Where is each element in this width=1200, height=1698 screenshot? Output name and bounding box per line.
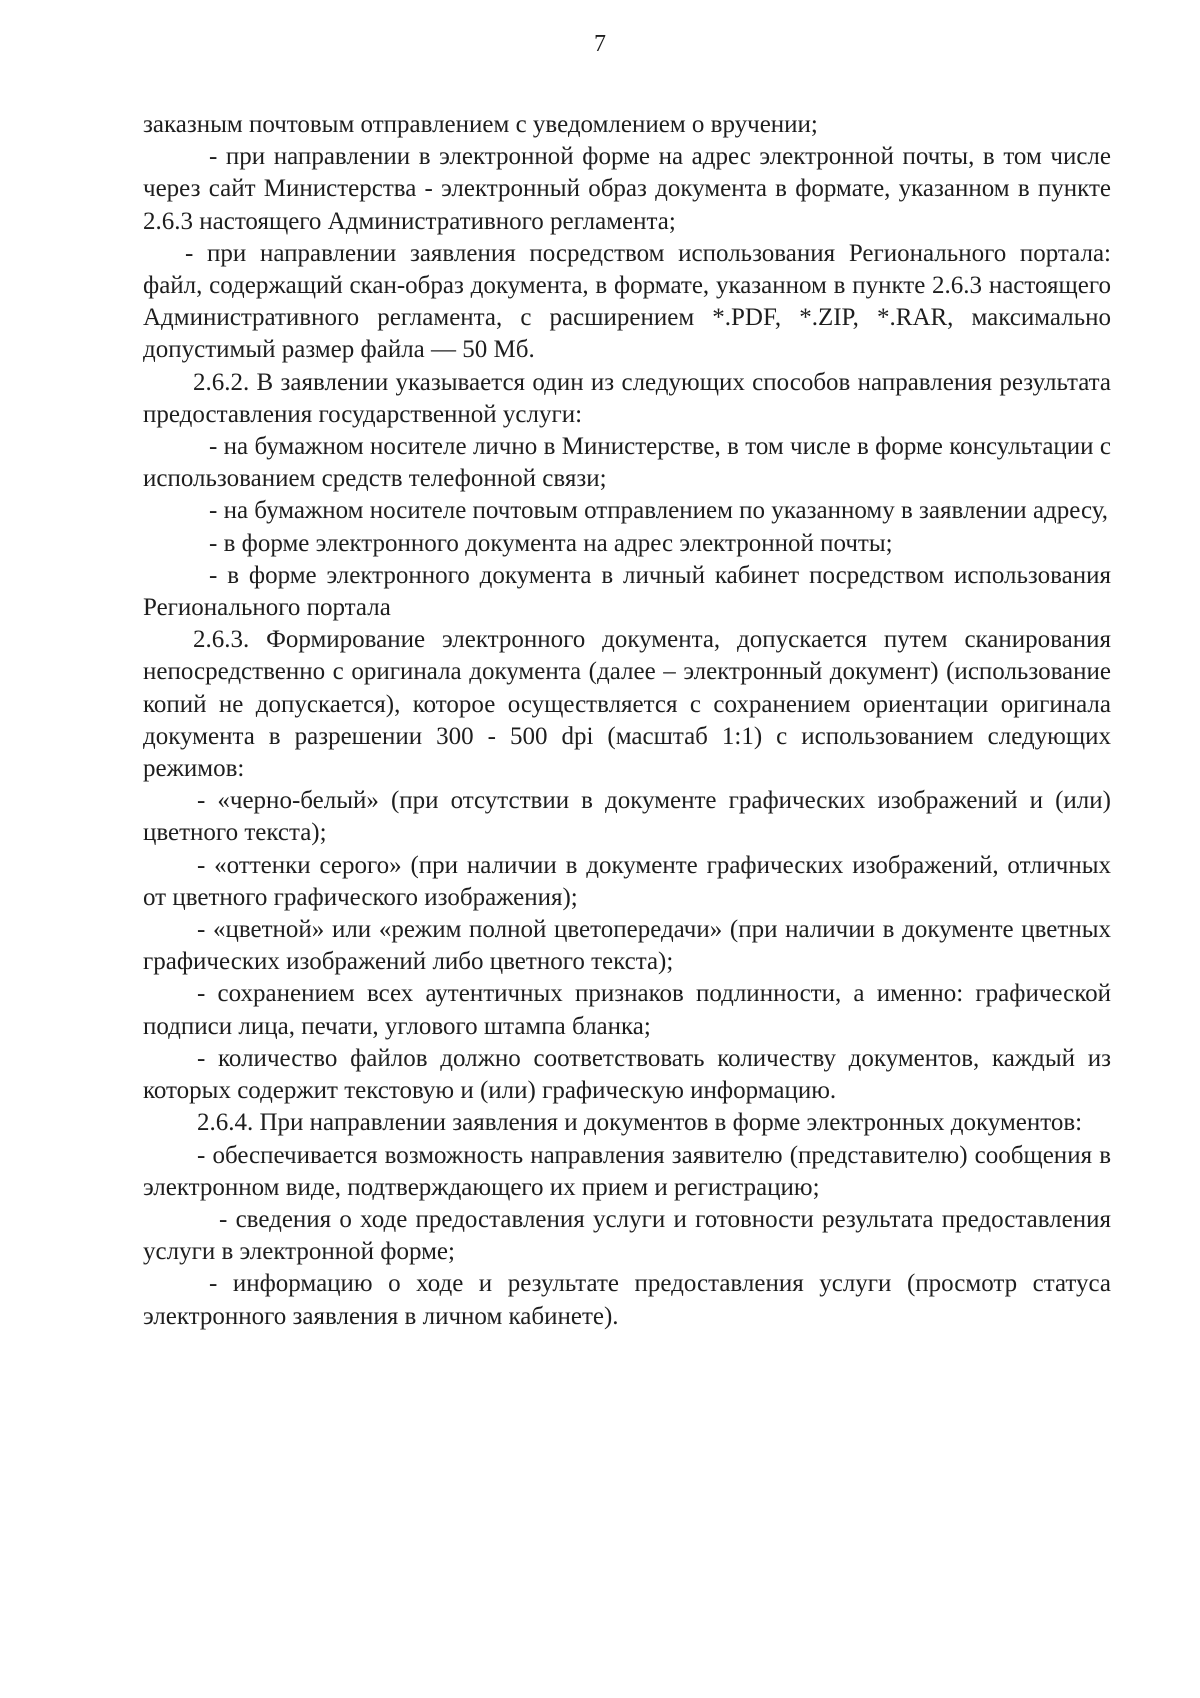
paragraph-15: 2.6.4. При направлении заявления и документов в форме электронных документов: xyxy=(197,1109,1083,1137)
page-number: 7 xyxy=(594,31,606,57)
paragraph-6: - на бумажном носителе почтовым отправлением по указанному в заявлении адресу, xyxy=(209,497,1108,525)
paragraph-7: - в форме электронного документа на адрес электронной почты; xyxy=(209,529,893,557)
paragraph-13: - сохранением всех аутентичных признаков подлинности, а именно: графической подписи лица, печати, углового штампа бланка; xyxy=(143,980,1111,1040)
paragraph-12: - «цветной» или «режим полной цветопередачи» (при наличии в документе цветных графических изображений либо цветного текста); xyxy=(143,916,1111,976)
document-body xyxy=(143,109,1111,1333)
paragraph-16: - обеспечивается возможность направления заявителю (представителю) сообщения в электронном виде, подтверждающего их прием и регистрацию; xyxy=(143,1141,1111,1201)
paragraph-9: 2.6.3. Формирование электронного документа, допускается путем сканирования непосредственно с оригинала документа (далее – электронный документ) (использование копий не допускается), которое осуществляется с сохранением ориентации оригинала документа в разрешении 300 - 500 dpi (масштаб 1:1) с использованием следующих режимов: xyxy=(143,626,1111,783)
paragraph-1: заказным почтовым отправлением с уведомлением о вручении; xyxy=(143,111,818,138)
paragraph-14: - количество файлов должно соответствовать количеству документов, каждый из которых содержит текстовую и (или) графическую информацию. xyxy=(143,1044,1111,1105)
paragraph-5: - на бумажном носителе лично в Министерстве, в том числе в форме консультации с использованием средств телефонной связи; xyxy=(143,433,1111,493)
paragraph-8: - в форме электронного документа в личный кабинет посредством использования Регионального портала xyxy=(143,561,1111,622)
paragraph-3: - при направлении заявления посредством использования Регионального портала: файл, содержащий скан-образ документа, в формате, указанном в пункте 2.6.3 настоящего Административного регламента, с расширением *.PDF, *.ZIP, *.RAR, максимально допустимый размер файла — 50 Мб. xyxy=(143,239,1111,364)
paragraph-10: - «черно-белый» (при отсутствии в документе графических изображений и (или) цветного текста); xyxy=(143,787,1111,847)
paragraph-4: 2.6.2. В заявлении указывается один из следующих способов направления результата предоставления государственной услуги: xyxy=(143,368,1111,428)
paragraph-2: - при направлении в электронной форме на адрес электронной почты, в том числе через сайт Министерства - электронный образ документа в формате, указанном в пункте 2.6.3 настоящего Административного регламента; xyxy=(143,143,1111,235)
paragraph-18: - информацию о ходе и результате предоставления услуги (просмотр статуса электронного заявления в личном кабинете). xyxy=(143,1270,1111,1330)
paragraph-17: - сведения о ходе предоставления услуги и готовности результата предоставления услуги в электронной форме; xyxy=(143,1205,1111,1266)
paragraph-11: - «оттенки серого» (при наличии в документе графических изображений, отличных от цветного графического изображения); xyxy=(143,851,1111,911)
